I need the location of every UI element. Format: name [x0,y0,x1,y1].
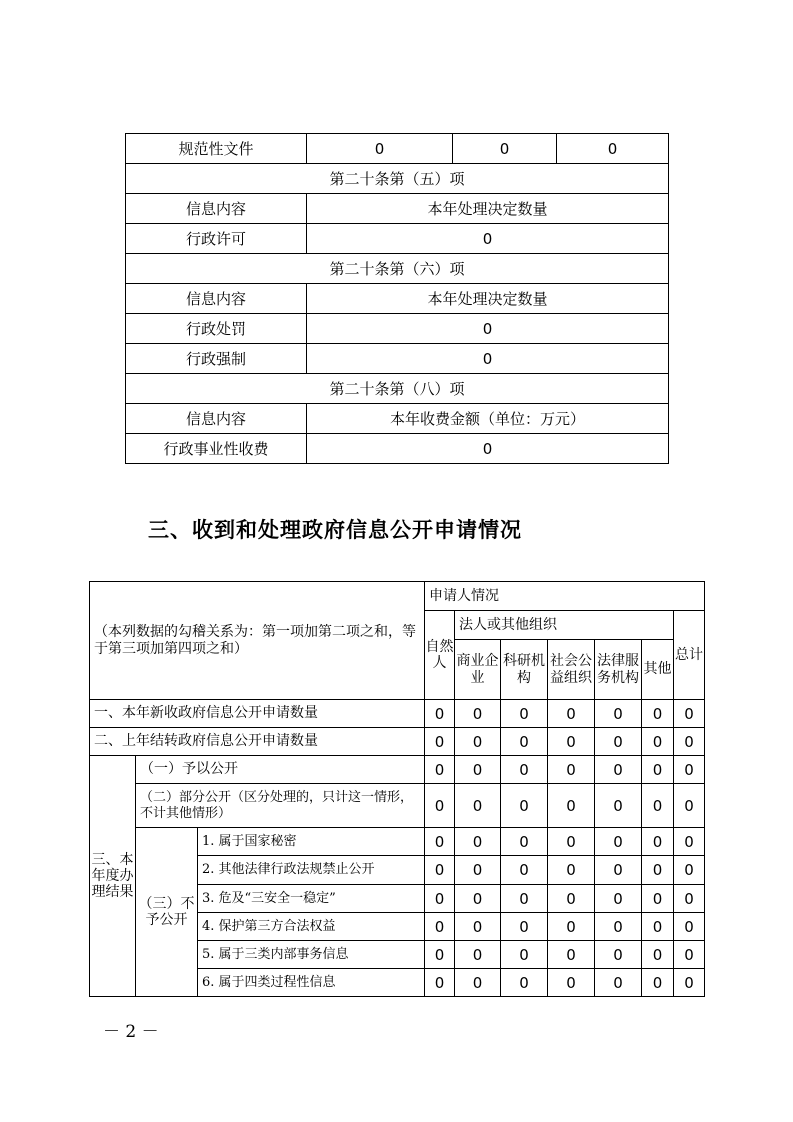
cell-value: 0 [455,828,501,856]
cell-value: 0 [455,700,501,728]
group-result-label: 三、本年度办理结果 [90,756,136,997]
cell-value: 0 [425,941,455,969]
cell-value: 0 [548,784,595,828]
cell-value: 0 [425,885,455,913]
cell-value: 0 [455,756,501,784]
cell-value: 0 [501,856,548,885]
header-cell: 本年处理决定数量 [307,284,669,314]
table-row [90,756,705,784]
cell-value: 0 [642,728,674,756]
cell-value: 0 [548,856,595,885]
page-number: － 2 － [103,1022,159,1042]
header-row [126,284,669,314]
cell-value: 0 [501,941,548,969]
research-header: 科研机构 [501,640,548,700]
section-title: 第二十条第（八）项 [126,374,669,404]
table-row [126,314,669,344]
header-cell: 本年收费金额（单位：万元） [307,404,669,434]
legal-org-header: 法人或其他组织 [455,611,674,640]
cell-value: 0 [425,756,455,784]
cell-value: 0 [642,700,674,728]
social-header: 社会公益组织 [548,640,595,700]
header-cell: 信息内容 [126,194,307,224]
cell-value: 0 [674,756,705,784]
cell-value: 0 [455,913,501,941]
cell-value: 0 [548,828,595,856]
commercial-header: 商业企业 [455,640,501,700]
section-row [126,254,669,284]
row-label: 规范性文件 [126,134,307,164]
row-label: 二、上年结转政府信息公开申请数量 [90,728,425,756]
cell-value: 0 [307,434,669,464]
table-row [90,828,705,856]
cell-value: 0 [642,756,674,784]
cell-value: 0 [455,728,501,756]
cell-value: 0 [307,344,669,374]
table-row [126,224,669,254]
section-title: 第二十条第（五）项 [126,164,669,194]
cell-value: 0 [501,828,548,856]
row-label: 一、本年新收政府信息公开申请数量 [90,700,425,728]
table-row [90,700,705,728]
cell-value: 0 [548,913,595,941]
cell-value: 0 [548,728,595,756]
row-label: 4. 保护第三方合法权益 [198,913,425,941]
cell-value: 0 [501,913,548,941]
cell-value: 0 [595,828,642,856]
cell-value: 0 [501,700,548,728]
table-row [90,728,705,756]
cell-value: 0 [455,784,501,828]
cell-value: 0 [595,913,642,941]
cell-value: 0 [674,856,705,885]
row-label: 3. 危及“三安全一稳定” [198,885,425,913]
cell-value: 0 [453,134,557,164]
legal-service-header: 法律服务机构 [595,640,642,700]
row-label: 行政事业性收费 [126,434,307,464]
header-cell: 本年处理决定数量 [307,194,669,224]
cell-value: 0 [455,969,501,997]
cell-value: 0 [455,941,501,969]
cell-value: 0 [501,756,548,784]
cell-value: 0 [642,828,674,856]
disclosure-table-1 [125,133,669,464]
cell-value: 0 [595,700,642,728]
cell-value: 0 [595,941,642,969]
row-label: 2. 其他法律行政法规禁止公开 [198,856,425,885]
cell-value: 0 [455,885,501,913]
cell-value: 0 [674,728,705,756]
cell-value: 0 [642,969,674,997]
total-header: 总计 [674,611,705,700]
cell-value: 0 [674,700,705,728]
cell-value: 0 [595,728,642,756]
cell-value: 0 [595,885,642,913]
cell-value: 0 [425,913,455,941]
row-label: 行政处罚 [126,314,307,344]
note-cell: （本列数据的勾稽关系为：第一项加第二项之和，等于第三项加第四项之和） [90,582,425,700]
cell-value: 0 [642,941,674,969]
cell-value: 0 [595,756,642,784]
cell-value: 0 [642,885,674,913]
row-label: 6. 属于四类过程性信息 [198,969,425,997]
row-label: （一）予以公开 [136,756,425,784]
cell-value: 0 [425,856,455,885]
section-row [126,164,669,194]
cell-value: 0 [557,134,669,164]
cell-value: 0 [425,969,455,997]
cell-value: 0 [307,134,453,164]
other-header: 其他 [642,640,674,700]
cell-value: 0 [548,756,595,784]
row-label: 行政许可 [126,224,307,254]
header-row [126,194,669,224]
cell-value: 0 [674,885,705,913]
section-title: 第二十条第（六）项 [126,254,669,284]
row-label: 行政强制 [126,344,307,374]
cell-value: 0 [425,828,455,856]
cell-value: 0 [642,913,674,941]
cell-value: 0 [548,700,595,728]
cell-value: 0 [307,314,669,344]
cell-value: 0 [595,969,642,997]
row-label: 1. 属于国家秘密 [198,828,425,856]
header-row [90,582,705,611]
table-row [126,434,669,464]
table-row [90,784,705,828]
row-label: 5. 属于三类内部事务信息 [198,941,425,969]
cell-value: 0 [501,885,548,913]
cell-value: 0 [642,856,674,885]
cell-value: 0 [674,913,705,941]
header-row [126,404,669,434]
cell-value: 0 [548,969,595,997]
cell-value: 0 [501,784,548,828]
cell-value: 0 [501,728,548,756]
cell-value: 0 [595,784,642,828]
group-withhold-label: （三）不予公开 [136,828,198,997]
cell-value: 0 [674,828,705,856]
applicant-header: 申请人情况 [425,582,705,611]
cell-value: 0 [674,969,705,997]
cell-value: 0 [642,784,674,828]
natural-person-header: 自然人 [425,611,455,700]
cell-value: 0 [307,224,669,254]
cell-value: 0 [455,856,501,885]
cell-value: 0 [501,969,548,997]
section-row [126,374,669,404]
table-row [126,134,669,164]
section-heading: 三、收到和处理政府信息公开申请情况 [148,517,522,542]
header-cell: 信息内容 [126,404,307,434]
cell-value: 0 [425,700,455,728]
cell-value: 0 [595,856,642,885]
header-cell: 信息内容 [126,284,307,314]
cell-value: 0 [425,728,455,756]
cell-value: 0 [674,784,705,828]
application-status-table [89,581,705,997]
cell-value: 0 [548,941,595,969]
cell-value: 0 [674,941,705,969]
table-row [126,344,669,374]
cell-value: 0 [425,784,455,828]
cell-value: 0 [548,885,595,913]
row-label: （二）部分公开（区分处理的，只计这一情形，不计其他情形） [136,784,425,828]
